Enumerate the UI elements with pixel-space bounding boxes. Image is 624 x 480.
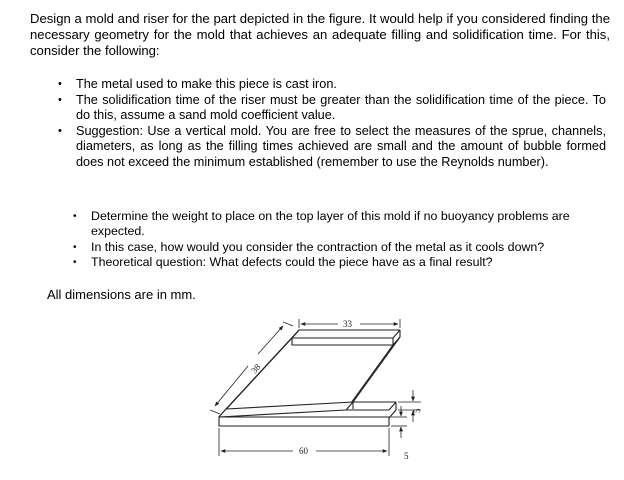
part-figure — [203, 314, 433, 476]
list-item: • In this case, how would you consider the contraction of the metal as it cools down? — [30, 240, 590, 255]
dimension-thickness-bottom-label: 5 — [404, 451, 409, 461]
list-item: • Determine the weight to place on the top layer of this mold if no buoyancy problems are expected. — [30, 209, 590, 240]
problem-intro: Design a mold and riser for the part depicted in the figure. It would help if you considered finding the necessary geometry for the mold that achieves an adequate filling and solidification time. For this, consider the following: — [30, 11, 610, 58]
list-item: • Theoretical question: What defects could the piece have as a final result? — [30, 255, 590, 270]
dimensions-note: All dimensions are in mm. — [47, 287, 196, 302]
z-part-drawing — [203, 314, 433, 476]
requirements-list — [30, 77, 606, 171]
list-item: • Suggestion: Use a vertical mold. You are free to select the measures of the sprue, channels, diameters, as long as the filling times achieved are small and the amount of bubble formed does not exceed the minimum established (remember to use the Reynolds number). — [30, 124, 606, 171]
part-outline — [219, 330, 400, 426]
list-item: • The solidification time of the riser must be greater than the solidification time of the piece. To do this, assume a sand mold coefficient value. — [30, 93, 606, 124]
dimension-top-label: 33 — [343, 319, 352, 329]
dimension-thickness-right-label: 5 — [412, 408, 422, 413]
dimension-diagonal-label: 38 — [249, 361, 263, 376]
list-item: • The metal used to make this piece is cast iron. — [30, 77, 606, 93]
dimension-thickness-bottom — [391, 406, 407, 438]
questions-list — [30, 209, 590, 271]
dimension-bottom-label: 60 — [299, 446, 308, 456]
